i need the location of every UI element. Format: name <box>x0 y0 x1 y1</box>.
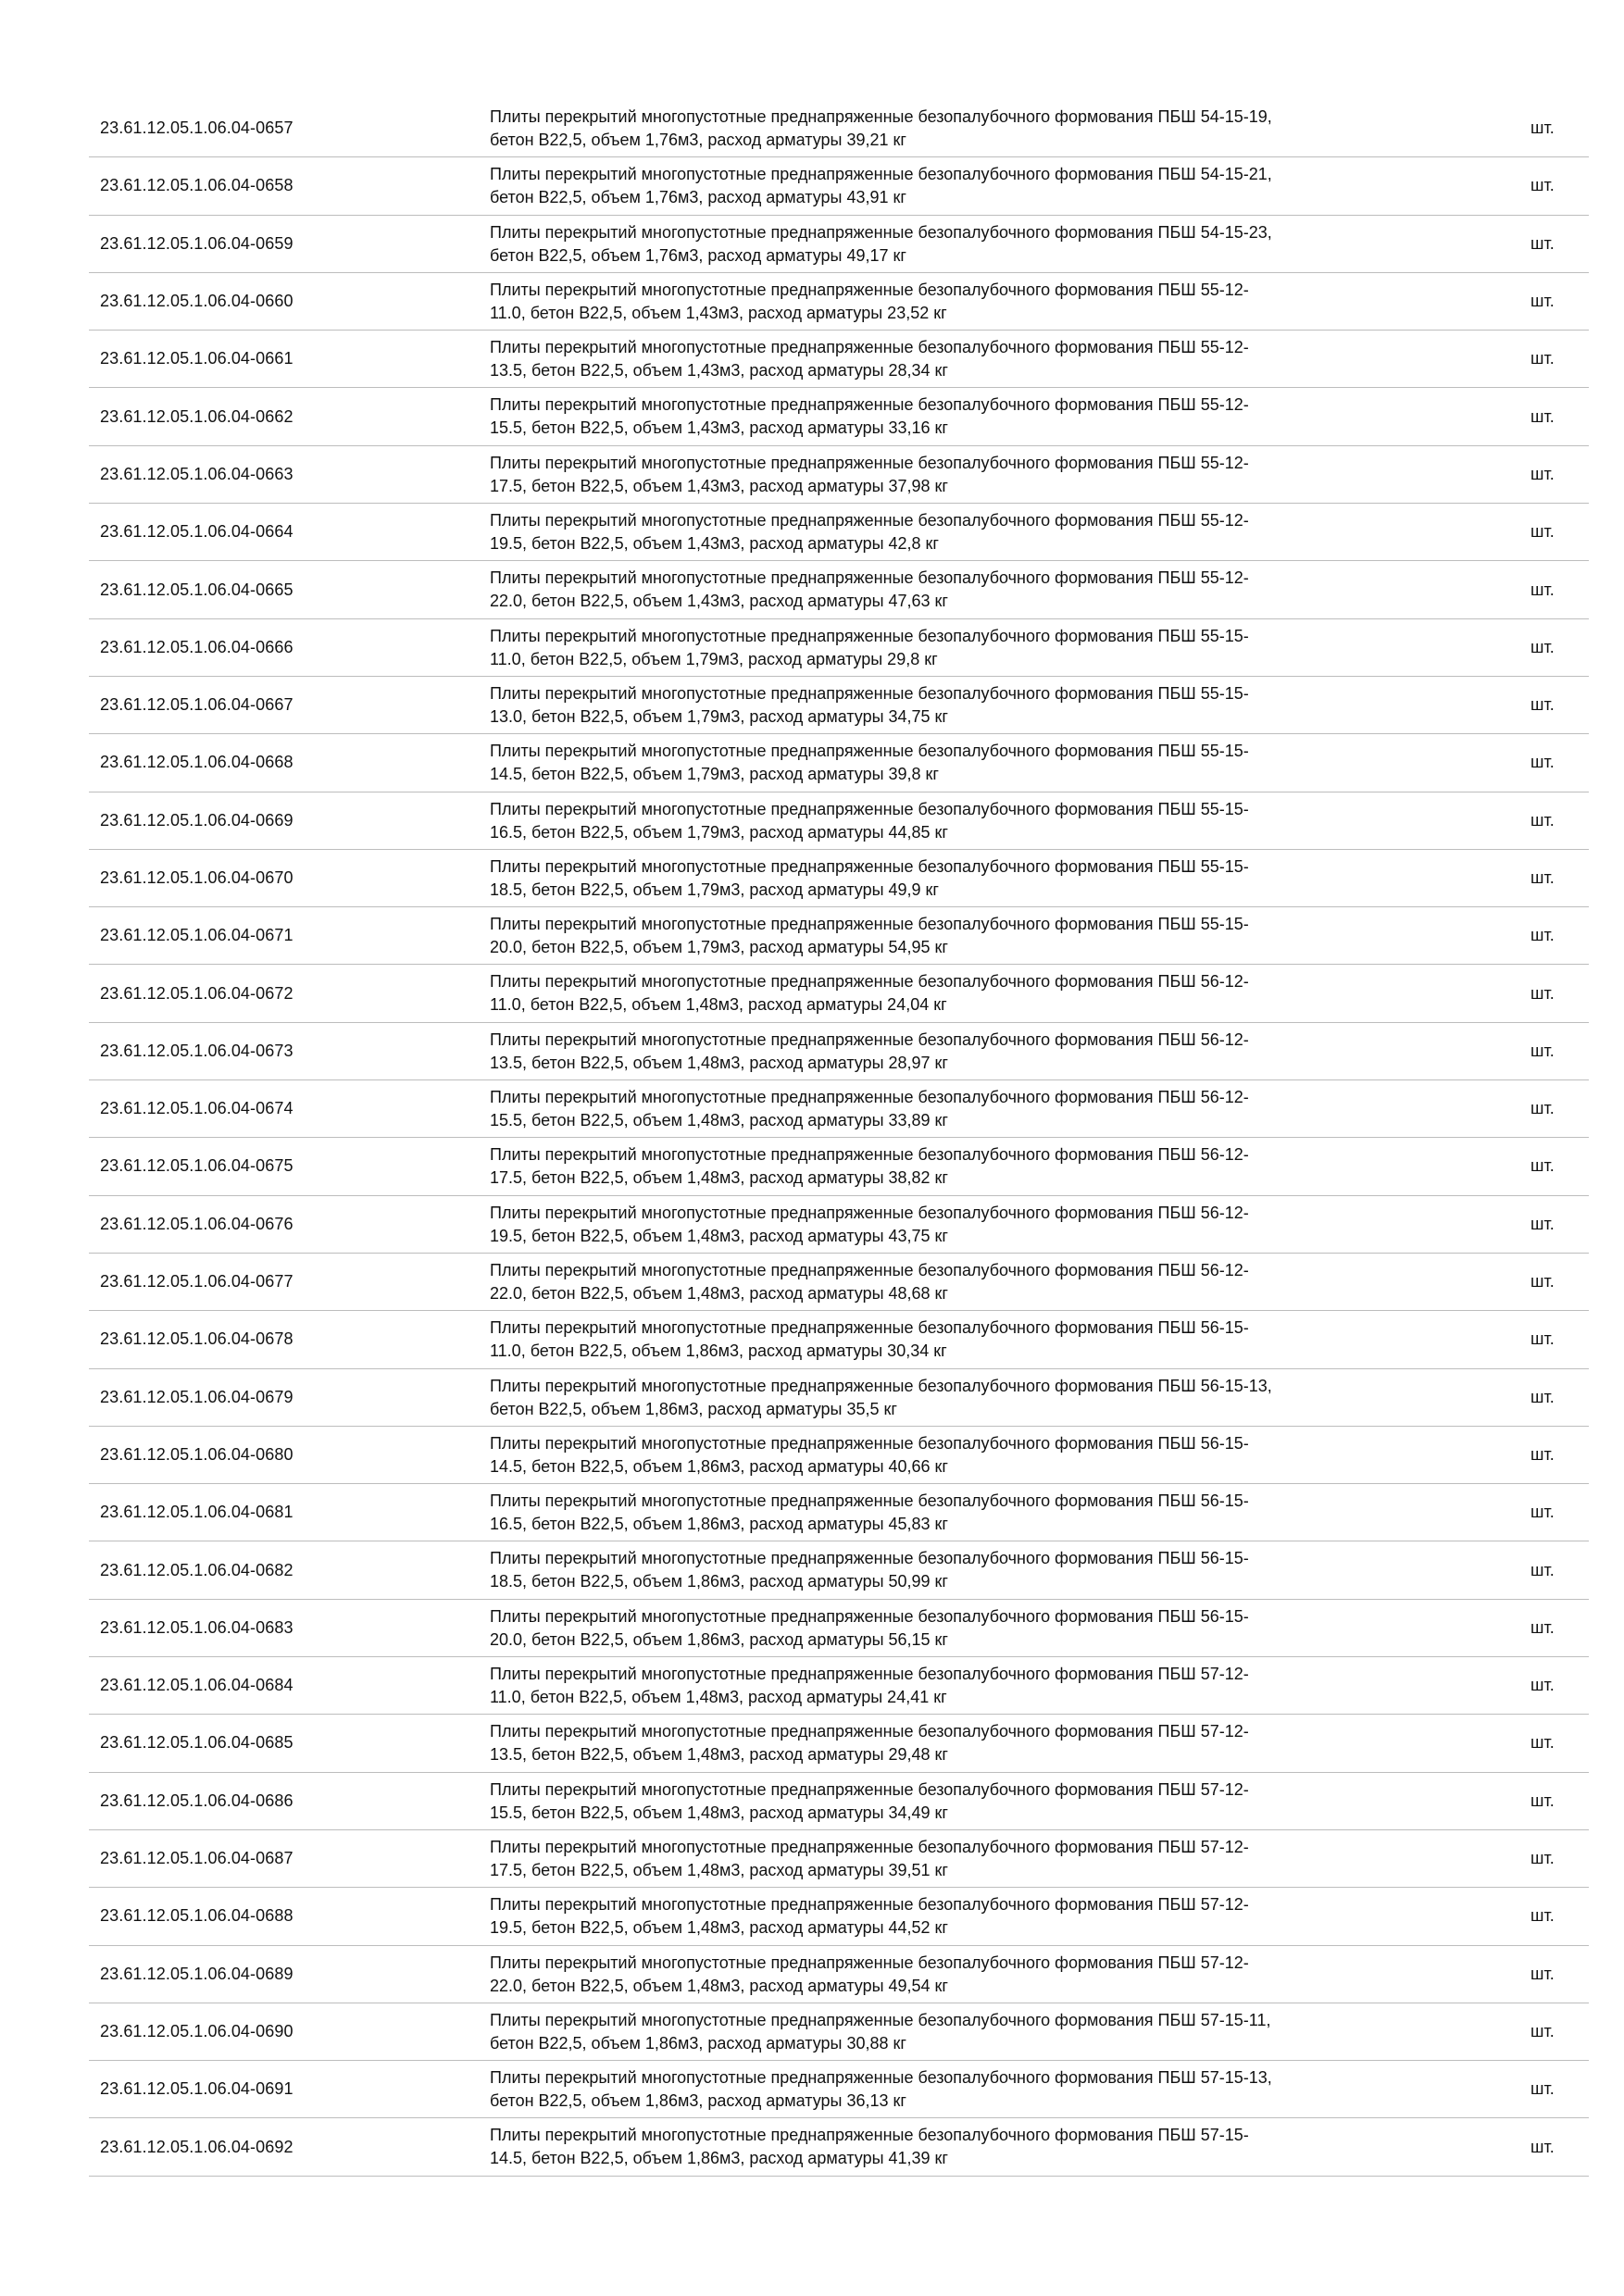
item-code: 23.61.12.05.1.06.04-0678 <box>100 1329 294 1349</box>
table-row <box>89 331 1589 388</box>
table-row <box>89 561 1589 618</box>
item-code: 23.61.12.05.1.06.04-0671 <box>100 926 294 945</box>
item-code: 23.61.12.05.1.06.04-0685 <box>100 1733 294 1753</box>
table-row <box>89 1254 1589 1311</box>
item-code: 23.61.12.05.1.06.04-0674 <box>100 1099 294 1118</box>
item-unit: шт. <box>1530 464 1555 483</box>
item-description: Плиты перекрытий многопустотные преднапряженные безопалубочного формования ПБШ 55-15- 13.0, бетон В22,5, объем 1,79м3, расход арматуры 34,75 кг <box>490 683 1249 726</box>
item-description: Плиты перекрытий многопустотные преднапряженные безопалубочного формования ПБШ 55-12- 22.0, бетон В22,5, объем 1,43м3, расход арматуры 47,63 кг <box>490 568 1249 611</box>
table-row <box>89 850 1589 907</box>
item-unit: шт. <box>1530 1964 1555 1983</box>
table-row <box>89 1946 1589 2003</box>
item-code: 23.61.12.05.1.06.04-0672 <box>100 983 294 1003</box>
item-unit: шт. <box>1530 695 1555 715</box>
item-code: 23.61.12.05.1.06.04-0669 <box>100 810 294 830</box>
item-description: Плиты перекрытий многопустотные преднапряженные безопалубочного формования ПБШ 57-12- 22.0, бетон В22,5, объем 1,48м3, расход арматуры 49,54 кг <box>490 1953 1249 1995</box>
item-unit: шт. <box>1530 1329 1555 1349</box>
item-description: Плиты перекрытий многопустотные преднапряженные безопалубочного формования ПБШ 56-15-13, бетон В22,5, объем 1,86м3, расход арматуры 35,5 кг <box>490 1376 1272 1418</box>
item-code: 23.61.12.05.1.06.04-0670 <box>100 868 294 887</box>
item-code: 23.61.12.05.1.06.04-0664 <box>100 522 294 542</box>
item-description: Плиты перекрытий многопустотные преднапряженные безопалубочного формования ПБШ 56-12- 19.5, бетон В22,5, объем 1,48м3, расход арматуры 43,75 кг <box>490 1203 1249 1245</box>
item-description: Плиты перекрытий многопустотные преднапряженные безопалубочного формования ПБШ 56-15- 16.5, бетон В22,5, объем 1,86м3, расход арматуры 45,83 кг <box>490 1491 1249 1534</box>
item-code: 23.61.12.05.1.06.04-0691 <box>100 2079 294 2099</box>
item-unit: шт. <box>1530 1156 1555 1176</box>
table-row <box>89 273 1589 331</box>
item-code: 23.61.12.05.1.06.04-0677 <box>100 1272 294 1292</box>
item-unit: шт. <box>1530 176 1555 195</box>
table-row <box>89 619 1589 677</box>
item-unit: шт. <box>1530 1041 1555 1060</box>
table-row <box>89 1541 1589 1599</box>
item-unit: шт. <box>1530 2137 1555 2156</box>
item-description: Плиты перекрытий многопустотные преднапряженные безопалубочного формования ПБШ 56-12- 11.0, бетон В22,5, объем 1,48м3, расход арматуры 24,04 кг <box>490 972 1249 1015</box>
item-description: Плиты перекрытий многопустотные преднапряженные безопалубочного формования ПБШ 56-12- 22.0, бетон В22,5, объем 1,48м3, расход арматуры 48,68 кг <box>490 1260 1249 1303</box>
item-description: Плиты перекрытий многопустотные преднапряженные безопалубочного формования ПБШ 56-12- 13.5, бетон В22,5, объем 1,48м3, расход арматуры 28,97 кг <box>490 1029 1249 1072</box>
table-row <box>89 2061 1589 2118</box>
item-code: 23.61.12.05.1.06.04-0667 <box>100 695 294 715</box>
item-description: Плиты перекрытий многопустотные преднапряженные безопалубочного формования ПБШ 55-12- 13.5, бетон В22,5, объем 1,43м3, расход арматуры 28,34 кг <box>490 338 1249 381</box>
item-unit: шт. <box>1530 406 1555 426</box>
item-unit: шт. <box>1530 1214 1555 1233</box>
item-code: 23.61.12.05.1.06.04-0659 <box>100 233 294 253</box>
item-unit: шт. <box>1530 637 1555 656</box>
item-code: 23.61.12.05.1.06.04-0682 <box>100 1560 294 1579</box>
item-code: 23.61.12.05.1.06.04-0688 <box>100 1906 294 1926</box>
item-unit: шт. <box>1530 1387 1555 1406</box>
item-code: 23.61.12.05.1.06.04-0683 <box>100 1617 294 1637</box>
table-row <box>89 907 1589 965</box>
item-unit: шт. <box>1530 580 1555 599</box>
table-row <box>89 1657 1589 1715</box>
table-row <box>89 1600 1589 1657</box>
table-row <box>89 1196 1589 1254</box>
item-unit: шт. <box>1530 119 1555 138</box>
table-row <box>89 1715 1589 1772</box>
item-description: Плиты перекрытий многопустотные преднапряженные безопалубочного формования ПБШ 57-15-13, бетон В22,5, объем 1,86м3, расход арматуры 36,13 кг <box>490 2068 1272 2111</box>
item-description: Плиты перекрытий многопустотные преднапряженные безопалубочного формования ПБШ 55-12- 11.0, бетон В22,5, объем 1,43м3, расход арматуры 23,52 кг <box>490 280 1249 322</box>
table-row <box>89 1773 1589 1830</box>
item-unit: шт. <box>1530 1099 1555 1118</box>
item-description: Плиты перекрытий многопустотные преднапряженные безопалубочного формования ПБШ 54-15-23, бетон В22,5, объем 1,76м3, расход арматуры 49,17 кг <box>490 222 1272 265</box>
item-code: 23.61.12.05.1.06.04-0689 <box>100 1964 294 1983</box>
price-table <box>89 100 1589 2177</box>
item-unit: шт. <box>1530 1617 1555 1637</box>
item-code: 23.61.12.05.1.06.04-0686 <box>100 1791 294 1810</box>
item-unit: шт. <box>1530 1272 1555 1292</box>
item-code: 23.61.12.05.1.06.04-0661 <box>100 349 294 368</box>
item-unit: шт. <box>1530 1849 1555 1868</box>
item-code: 23.61.12.05.1.06.04-0663 <box>100 464 294 483</box>
item-unit: шт. <box>1530 1444 1555 1464</box>
item-description: Плиты перекрытий многопустотные преднапряженные безопалубочного формования ПБШ 54-15-19, бетон В22,5, объем 1,76м3, расход арматуры 39,21 кг <box>490 107 1272 149</box>
table-row <box>89 1427 1589 1484</box>
item-unit: шт. <box>1530 2021 1555 2040</box>
table-row <box>89 965 1589 1022</box>
item-unit: шт. <box>1530 2079 1555 2099</box>
item-description: Плиты перекрытий многопустотные преднапряженные безопалубочного формования ПБШ 55-12- 17.5, бетон В22,5, объем 1,43м3, расход арматуры 37,98 кг <box>490 453 1249 495</box>
item-unit: шт. <box>1530 233 1555 253</box>
item-description: Плиты перекрытий многопустотные преднапряженные безопалубочного формования ПБШ 56-15- 14.5, бетон В22,5, объем 1,86м3, расход арматуры 40,66 кг <box>490 1433 1249 1476</box>
item-description: Плиты перекрытий многопустотные преднапряженные безопалубочного формования ПБШ 55-15- 16.5, бетон В22,5, объем 1,79м3, расход арматуры 44,85 кг <box>490 799 1249 842</box>
item-unit: шт. <box>1530 1906 1555 1926</box>
item-description: Плиты перекрытий многопустотные преднапряженные безопалубочного формования ПБШ 55-15- 18.5, бетон В22,5, объем 1,79м3, расход арматуры 49,9 кг <box>490 856 1249 899</box>
item-code: 23.61.12.05.1.06.04-0681 <box>100 1503 294 1522</box>
item-code: 23.61.12.05.1.06.04-0676 <box>100 1214 294 1233</box>
table-row <box>89 1311 1589 1368</box>
item-description: Плиты перекрытий многопустотные преднапряженные безопалубочного формования ПБШ 56-12- 15.5, бетон В22,5, объем 1,48м3, расход арматуры 33,89 кг <box>490 1088 1249 1130</box>
item-description: Плиты перекрытий многопустотные преднапряженные безопалубочного формования ПБШ 56-12- 17.5, бетон В22,5, объем 1,48м3, расход арматуры 38,82 кг <box>490 1145 1249 1188</box>
item-code: 23.61.12.05.1.06.04-0684 <box>100 1676 294 1695</box>
item-description: Плиты перекрытий многопустотные преднапряженные безопалубочного формования ПБШ 56-15- 20.0, бетон В22,5, объем 1,86м3, расход арматуры 56,15 кг <box>490 1606 1249 1649</box>
item-unit: шт. <box>1530 292 1555 311</box>
item-code: 23.61.12.05.1.06.04-0680 <box>100 1444 294 1464</box>
table-row <box>89 2003 1589 2061</box>
table-row <box>89 2118 1589 2176</box>
item-description: Плиты перекрытий многопустотные преднапряженные безопалубочного формования ПБШ 56-15- 11.0, бетон В22,5, объем 1,86м3, расход арматуры 30,34 кг <box>490 1318 1249 1361</box>
item-description: Плиты перекрытий многопустотные преднапряженные безопалубочного формования ПБШ 57-12- 11.0, бетон В22,5, объем 1,48м3, расход арматуры 24,41 кг <box>490 1665 1249 1707</box>
item-description: Плиты перекрытий многопустотные преднапряженные безопалубочного формования ПБШ 57-12- 17.5, бетон В22,5, объем 1,48м3, расход арматуры 39,51 кг <box>490 1837 1249 1879</box>
item-description: Плиты перекрытий многопустотные преднапряженные безопалубочного формования ПБШ 57-15-11, бетон В22,5, объем 1,86м3, расход арматуры 30,88 кг <box>490 2010 1271 2053</box>
table-row <box>89 1830 1589 1888</box>
item-description: Плиты перекрытий многопустотные преднапряженные безопалубочного формования ПБШ 55-15- 11.0, бетон В22,5, объем 1,79м3, расход арматуры 29,8 кг <box>490 626 1249 668</box>
item-description: Плиты перекрытий многопустотные преднапряженные безопалубочного формования ПБШ 55-15- 14.5, бетон В22,5, объем 1,79м3, расход арматуры 39,8 кг <box>490 742 1249 784</box>
item-description: Плиты перекрытий многопустотные преднапряженные безопалубочного формования ПБШ 55-12- 15.5, бетон В22,5, объем 1,43м3, расход арматуры 33,16 кг <box>490 395 1249 438</box>
item-unit: шт. <box>1530 349 1555 368</box>
item-code: 23.61.12.05.1.06.04-0657 <box>100 119 294 138</box>
item-code: 23.61.12.05.1.06.04-0690 <box>100 2021 294 2040</box>
item-unit: шт. <box>1530 1733 1555 1753</box>
item-unit: шт. <box>1530 810 1555 830</box>
item-description: Плиты перекрытий многопустотные преднапряженные безопалубочного формования ПБШ 56-15- 18.5, бетон В22,5, объем 1,86м3, расход арматуры 50,99 кг <box>490 1549 1249 1591</box>
item-unit: шт. <box>1530 1791 1555 1810</box>
item-description: Плиты перекрытий многопустотные преднапряженные безопалубочного формования ПБШ 57-12- 15.5, бетон В22,5, объем 1,48м3, расход арматуры 34,49 кг <box>490 1779 1249 1822</box>
item-unit: шт. <box>1530 1676 1555 1695</box>
table-row <box>89 504 1589 561</box>
item-description: Плиты перекрытий многопустотные преднапряженные безопалубочного формования ПБШ 57-15- 14.5, бетон В22,5, объем 1,86м3, расход арматуры 41,39 кг <box>490 2126 1249 2168</box>
table-row <box>89 1369 1589 1427</box>
item-code: 23.61.12.05.1.06.04-0666 <box>100 637 294 656</box>
item-unit: шт. <box>1530 983 1555 1003</box>
item-description: Плиты перекрытий многопустотные преднапряженные безопалубочного формования ПБШ 57-12- 19.5, бетон В22,5, объем 1,48м3, расход арматуры 44,52 кг <box>490 1895 1249 1938</box>
item-code: 23.61.12.05.1.06.04-0692 <box>100 2137 294 2156</box>
item-code: 23.61.12.05.1.06.04-0660 <box>100 292 294 311</box>
table-row <box>89 388 1589 445</box>
item-description: Плиты перекрытий многопустотные преднапряженные безопалубочного формования ПБШ 55-12- 19.5, бетон В22,5, объем 1,43м3, расход арматуры 42,8 кг <box>490 511 1249 554</box>
table-row <box>89 100 1589 157</box>
item-description: Плиты перекрытий многопустотные преднапряженные безопалубочного формования ПБШ 55-15- 20.0, бетон В22,5, объем 1,79м3, расход арматуры 54,95 кг <box>490 915 1249 957</box>
item-code: 23.61.12.05.1.06.04-0668 <box>100 753 294 772</box>
table-row <box>89 677 1589 734</box>
table-row <box>89 1080 1589 1138</box>
item-unit: шт. <box>1530 868 1555 887</box>
table-row <box>89 734 1589 792</box>
table-row <box>89 1138 1589 1195</box>
item-description: Плиты перекрытий многопустотные преднапряженные безопалубочного формования ПБШ 57-12- 13.5, бетон В22,5, объем 1,48м3, расход арматуры 29,48 кг <box>490 1722 1249 1765</box>
item-code: 23.61.12.05.1.06.04-0662 <box>100 406 294 426</box>
table-row <box>89 1888 1589 1945</box>
table-row <box>89 157 1589 215</box>
item-unit: шт. <box>1530 753 1555 772</box>
table-row <box>89 792 1589 850</box>
table-row <box>89 216 1589 273</box>
item-unit: шт. <box>1530 1503 1555 1522</box>
item-description: Плиты перекрытий многопустотные преднапряженные безопалубочного формования ПБШ 54-15-21, бетон В22,5, объем 1,76м3, расход арматуры 43,91 кг <box>490 165 1272 207</box>
item-unit: шт. <box>1530 1560 1555 1579</box>
item-unit: шт. <box>1530 522 1555 542</box>
item-code: 23.61.12.05.1.06.04-0673 <box>100 1041 294 1060</box>
item-code: 23.61.12.05.1.06.04-0675 <box>100 1156 294 1176</box>
item-code: 23.61.12.05.1.06.04-0665 <box>100 580 294 599</box>
item-code: 23.61.12.05.1.06.04-0687 <box>100 1849 294 1868</box>
item-unit: шт. <box>1530 926 1555 945</box>
table-row <box>89 446 1589 504</box>
table-row <box>89 1484 1589 1541</box>
item-code: 23.61.12.05.1.06.04-0658 <box>100 176 294 195</box>
table-row <box>89 1023 1589 1080</box>
item-code: 23.61.12.05.1.06.04-0679 <box>100 1387 294 1406</box>
